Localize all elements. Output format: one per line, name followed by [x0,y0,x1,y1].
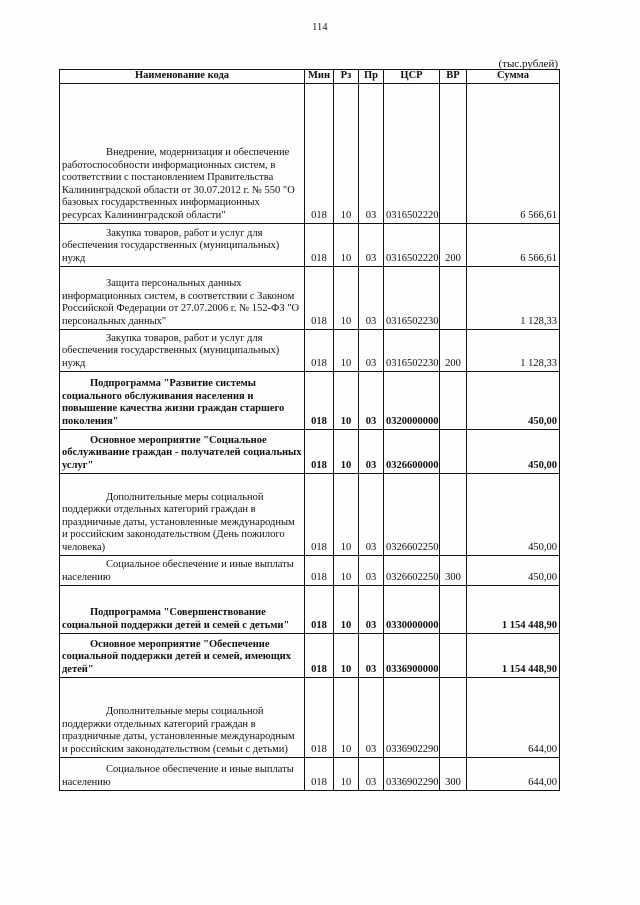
row-pr: 03 [359,473,384,555]
table-row [60,429,560,473]
row-name: Закупка товаров, работ и услуг для обеспечения государственных (муниципальных) нужд [62,227,280,264]
row-csr: 0316502220 [384,223,440,266]
table-row [60,83,560,223]
row-csr: 0326602250 [384,555,440,585]
header-name: Наименование кода [60,70,305,84]
page-number: 114 [312,22,328,33]
row-name: Дополнительные меры социальной поддержки отдельных категорий граждан в праздничные даты, установленные международным и российским законодательством (День пожилого человека) [62,491,295,553]
row-name: Подпрограмма "Совершенствование социальной поддержки детей и семей с детьми" [62,607,290,631]
row-name: Социальное обеспечение и иные выплаты населению [62,559,294,583]
row-name: Основное мероприятие "Социальное обслуживание граждан - получателей социальных услуг" [62,434,302,471]
row-pr: 03 [359,757,384,790]
row-csr: 0316502220 [384,83,440,223]
row-sum: 644,00 [467,757,560,790]
row-min: 018 [305,329,334,371]
table-row [60,371,560,429]
row-name: Закупка товаров, работ и услуг для обеспечения государственных (муниципальных) нужд [62,332,280,369]
row-min: 018 [305,633,334,677]
row-pr: 03 [359,429,384,473]
row-vr: 300 [440,757,467,790]
row-vr: 200 [440,223,467,266]
row-rz: 10 [334,429,359,473]
row-sum: 450,00 [467,371,560,429]
row-name-cell [60,329,305,371]
row-name: Внедрение, модернизация и обеспечение работоспособности информационных систем, в соответствии с постановлением Правительства Калининградской области от 30.07.2012 г. № 550 "О базовых государственных информационных ресурсах Калининградской области" [62,147,295,221]
table-row [60,473,560,555]
row-name-cell [60,633,305,677]
row-name-cell [60,585,305,633]
row-csr: 0320000000 [384,371,440,429]
table-header-row [60,70,560,84]
row-name-cell [60,371,305,429]
row-name-cell [60,473,305,555]
budget-table [59,69,560,791]
row-min: 018 [305,83,334,223]
row-name-cell [60,429,305,473]
row-name-cell [60,83,305,223]
row-vr [440,473,467,555]
row-rz: 10 [334,223,359,266]
row-name: Основное мероприятие "Обеспечение социальной поддержки детей и семей, имеющих детей" [62,638,291,675]
table-row [60,555,560,585]
row-vr: 300 [440,555,467,585]
row-min: 018 [305,473,334,555]
row-name: Подпрограмма "Развитие системы социального обслуживания населения и повышение качества жизни граждан старшего поколения" [62,378,285,427]
row-name: Социальное обеспечение и иные выплаты населению [62,764,294,788]
row-rz: 10 [334,473,359,555]
row-csr: 0336902290 [384,757,440,790]
row-rz: 10 [334,555,359,585]
row-sum: 1 128,33 [467,266,560,329]
row-sum: 1 154 448,90 [467,585,560,633]
row-min: 018 [305,266,334,329]
row-pr: 03 [359,329,384,371]
row-pr: 03 [359,371,384,429]
row-sum: 450,00 [467,473,560,555]
row-rz: 10 [334,83,359,223]
row-min: 018 [305,585,334,633]
row-pr: 03 [359,266,384,329]
row-rz: 10 [334,633,359,677]
row-rz: 10 [334,329,359,371]
row-name: Защита персональных данных информационных систем, в соответствии с Законом Российской Федерации от 27.07.2006 г. № 152-ФЗ "О персональных данных" [62,278,300,327]
row-min: 018 [305,429,334,473]
row-pr: 03 [359,677,384,757]
row-rz: 10 [334,757,359,790]
row-sum: 6 566,61 [467,83,560,223]
table-row [60,677,560,757]
row-min: 018 [305,223,334,266]
row-min: 018 [305,677,334,757]
row-min: 018 [305,371,334,429]
table-row [60,329,560,371]
row-name: Дополнительные меры социальной поддержки отдельных категорий граждан в праздничные даты, установленные международным и российским законодательством (семьи с детьми) [62,706,295,755]
row-vr [440,677,467,757]
row-vr: 200 [440,329,467,371]
table-row [60,585,560,633]
row-csr: 0316502230 [384,266,440,329]
row-sum: 450,00 [467,555,560,585]
table-row [60,223,560,266]
row-vr [440,585,467,633]
row-rz: 10 [334,585,359,633]
row-csr: 0336902290 [384,677,440,757]
header-vr: ВР [440,70,467,84]
row-csr: 0326602250 [384,473,440,555]
row-name-cell [60,677,305,757]
row-pr: 03 [359,585,384,633]
row-rz: 10 [334,677,359,757]
row-sum: 1 154 448,90 [467,633,560,677]
row-rz: 10 [334,266,359,329]
header-rz: Рз [334,70,359,84]
header-sum: Сумма [467,70,560,84]
row-sum: 1 128,33 [467,329,560,371]
row-csr: 0330000000 [384,585,440,633]
row-sum: 644,00 [467,677,560,757]
row-vr [440,266,467,329]
row-pr: 03 [359,633,384,677]
row-csr: 0326600000 [384,429,440,473]
row-rz: 10 [334,371,359,429]
header-min: Мин [305,70,334,84]
row-name-cell [60,266,305,329]
units-label: (тыс.рублей) [498,58,558,70]
row-vr [440,371,467,429]
row-csr: 0336900000 [384,633,440,677]
row-name-cell [60,555,305,585]
table-row [60,757,560,790]
row-min: 018 [305,757,334,790]
row-min: 018 [305,555,334,585]
row-csr: 0316502230 [384,329,440,371]
row-name-cell [60,223,305,266]
row-sum: 450,00 [467,429,560,473]
row-vr [440,429,467,473]
row-sum: 6 566,61 [467,223,560,266]
row-vr [440,83,467,223]
row-pr: 03 [359,555,384,585]
row-name-cell [60,757,305,790]
row-pr: 03 [359,223,384,266]
row-vr [440,633,467,677]
table-row [60,266,560,329]
table-row [60,633,560,677]
header-csr: ЦСР [384,70,440,84]
header-pr: Пр [359,70,384,84]
row-pr: 03 [359,83,384,223]
